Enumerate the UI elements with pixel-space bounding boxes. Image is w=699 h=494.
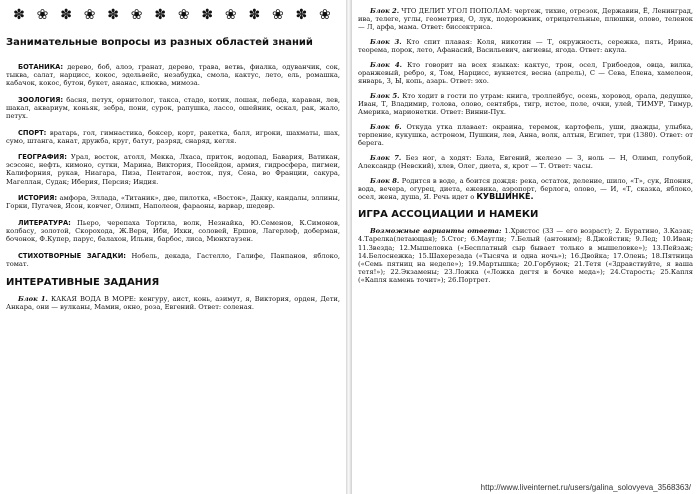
section-text: Пьеро, черепаха Тортила, волк, Незнайка, Ю.Семенов, К.Симонов, колбасу, золотой, Скорохода, Ж.Верн, Иби, Ихки, соловей, Ершов, Лагерлеф, доберман, бочонок, Ф.Купер, парус, балахон, Ильин, барбос, лиса, Мюнхгаузен. xyxy=(6,218,340,243)
block-1 xyxy=(6,295,340,311)
section-key: БОТАНИКА: xyxy=(18,63,64,71)
ornament-icon: ❀ xyxy=(319,7,331,23)
block-text: Родится в воде, а боится дождя: река, остаток, деление, шило, «Т», сук, Япония, вода, вечера, огурец, диета, ежевика, аэропорт, берлога, олово, — И, «Т, сказка, яблоко, осел, жена, душа, Я. Речь идет о xyxy=(358,177,693,202)
block-text: Кто спит плавая: Коля, никотин — Т, окружность, сережка, пять, Ирина, теорема, порок, лето, Афанасий, Васильевич, авгиевы, ягода. Ответ: акула. xyxy=(358,38,693,55)
ornament-border xyxy=(8,6,336,24)
ornament-icon: ❀ xyxy=(36,7,49,23)
ornament-icon: ❀ xyxy=(224,7,237,23)
block-text: Кто говорит на всех языках: кактус, трон, осел, Грибоедов, овца, вилка, оранжевый, ребро, я, Том, Нарцисс, вукнется, весна (апрель), С — Сева, Елена, хамелеон, январь, З, Ы, копь, азарь. Ответ: эхо. xyxy=(358,61,693,86)
block-label: Блок 2. xyxy=(370,7,400,15)
section-text: вратарь, гол, гимнастика, боксер, корт, ракетка, балл, игроки, шахматы, шах, сумо, штанга, канат, дружба, круг, батут, разряд, снаряд, кегля. xyxy=(6,128,340,145)
ornament-icon: ✽ xyxy=(60,7,72,23)
section-key: ИСТОРИЯ: xyxy=(18,194,58,203)
block-7 xyxy=(358,154,693,170)
ornament-icon: ❀ xyxy=(177,7,190,23)
section-key: ЗООЛОГИЯ: xyxy=(18,95,64,104)
ornament-icon: ✽ xyxy=(154,7,167,23)
left-page xyxy=(0,0,346,494)
block-6 xyxy=(358,123,693,147)
block-5 xyxy=(358,92,693,116)
right-page xyxy=(352,0,699,494)
block-4 xyxy=(358,61,693,85)
ornament-icon: ✽ xyxy=(295,7,308,23)
ornament-icon: ✽ xyxy=(107,7,119,23)
associations-answers xyxy=(358,227,693,284)
answers-label: Возможные варианты ответа: xyxy=(370,227,502,236)
answers-text: 1.Христос (33 — его возраст); 2. Буратино, 3.Казак; 4.Тарелка(летающая); 5.Стог; 6.Маугли; 7.Белый (антоним); 8.Джойстик; 9.Лед; 10.Иван; 11.Звезда; 12.Мышеловка («Бесплатный сыр бывает только в мышеловке»); 13.Пейзаж; 14.Белоснежка; 15.Шахерезада («Тысяча и одна ночь»); 16.Двойка; 17.Олень; 18.Пятница («Семь пятниц на неделе»); 19.Мартышка; 20.Горбунок; 21.Тетя («Здравствуйте, я ваша тетя!»); 22.Экзамены; 23.Ложка («Ложка дегтя в бочке меда»); 24.Старость; 25.Капля («Капля камень точит»); 26.Портрет. xyxy=(358,227,693,284)
section-key: ЛИТЕРАТУРА: xyxy=(18,218,71,227)
section-riddles xyxy=(6,252,340,268)
block-label: Блок 1. xyxy=(18,295,48,304)
section-literature xyxy=(6,219,340,243)
ornament-icon: ❀ xyxy=(130,7,143,23)
section-text: Нобель, декада, Гастелло, Галифе, Панпанов, яблоко, томат. xyxy=(6,251,340,268)
section-text: басня, петух, орнитолог, такса, стадо, котик, лошак, лебеда, караван, лев, шакал, аквариум, коньяк, зебра, пони, сурок, рапушка, лассо, ошейник, оскал, рак, жало, петух. xyxy=(6,95,340,120)
section-title-associations: ИГРА АССОЦИАЦИИ И НАМЕКИ xyxy=(358,209,539,221)
ornament-icon: ✽ xyxy=(248,7,261,23)
block-text: Кто ходит в гости по утрам: книга, троллейбус, осень, хоровод, орала, дедушке, Иван, Т, Владимир, голова, олово, сентябрь, тигр, истое, поле, очки, улей, ТИМУР, Тимур, Америка, марионетки. Ответ: Винни-Пух. xyxy=(358,92,694,117)
block-text: ЧТО ДЕЛИТ УГОЛ ПОПОЛАМ: чертеж, тихие, отрезок, Державин, Ё, Ленинград, ива, телеге, углы, геометрия, О, лук, подорожник, отрицательные, плюшки, олово, теленок — Л, арфа, мама. Ответ: биссектриса. xyxy=(358,7,693,32)
section-key: СПОРТ: xyxy=(18,128,47,137)
ornament-icon: ✽ xyxy=(201,7,214,23)
watermark-url: http://www.liveinternet.ru/users/galina_solovyeva_3568363/ xyxy=(480,483,691,492)
block-label: Блок 6. xyxy=(370,123,402,132)
section-geography xyxy=(6,153,340,185)
section-text: дерево, боб, алоэ, гранат, дерево, трава, ветвь, фиалка, одуванчик, сок, тыква, салат, нарцисс, кокос, эдельвейс, незабудка, смола, кактус, лето, ель, ромашка, кабачок, кокос, бутон, букет, ананас, клюква, мимоза. xyxy=(6,63,340,88)
ornament-icon: ❀ xyxy=(83,7,96,23)
block-label: Блок 3. xyxy=(370,38,402,47)
section-key: СТИХОТВОРНЫЕ ЗАГАДКИ: xyxy=(18,251,126,260)
ornament-icon: ❀ xyxy=(271,7,284,23)
page-title: Занимательные вопросы из разных областей знаний xyxy=(6,37,313,48)
section-zoology xyxy=(6,96,340,120)
block-text: Без ног, а ходят: Бзла, Евгений, железо — 3, ноль — Н, Олимп, голубой, Александр (Невский), хлев, Олег, диета, я, крот — Т. Ответ: часы. xyxy=(358,154,693,171)
block-text: Откуда утка плавает: окраина, теремок, картофель, уши, дважды, улыбка, терпение, кукушка, астроном, Пушкин, лев, Анна, волк, алтын, Египет, три (1380). Ответ: от берега. xyxy=(358,123,693,148)
block-3 xyxy=(358,38,693,54)
block-label: Блок 7. xyxy=(370,154,402,163)
block-answer: КУВШИНКЕ. xyxy=(476,192,534,202)
section-text: амфора, Эллада, «Титаник», две, пилотка, «Восток», Дакку, кандалы, эллины, Горки, Пугачев, Ясон, ковчег, Олимп, Наполеон, фараоны, варвар, шедевр. xyxy=(6,194,340,211)
block-label: Блок 8. xyxy=(370,177,400,186)
section-sport xyxy=(6,129,340,145)
section-text: Урал, восток, атолл, Мекка, Лхаса, приток, водопад, Бавария, Ватикан, эсэсонс, нефть, кимоно, сутки, Марина, Виктория, Посейдон, армия, гидросфера, пигмеи, Калифорния, рукав, Ниагара, Пиза, Пентагон, восток, пуя, Сена, во Франции, сакура, Магеллан, Судак; Иберия, Персия; Индия. xyxy=(6,153,340,186)
block-2 xyxy=(358,7,693,31)
section-key: ГЕОГРАФИЯ: xyxy=(18,153,67,162)
block-text: КАКАЯ ВОДА В МОРЕ: кенгуру, аист, конь, азимут, я, Виктория, орден, Дети, Анкара, они — вулканы, Мамин, окно, роза, Евгений. Ответ: соленая. xyxy=(6,295,340,312)
ornament-icon: ✽ xyxy=(13,7,25,23)
section-botany xyxy=(6,63,340,87)
section-history xyxy=(6,194,340,210)
block-8 xyxy=(358,177,693,201)
section-title-interactive: ИНТЕРАТИВНЫЕ ЗАДАНИЯ xyxy=(6,277,160,289)
block-label: Блок 4. xyxy=(370,61,402,70)
block-label: Блок 5. xyxy=(370,92,400,101)
